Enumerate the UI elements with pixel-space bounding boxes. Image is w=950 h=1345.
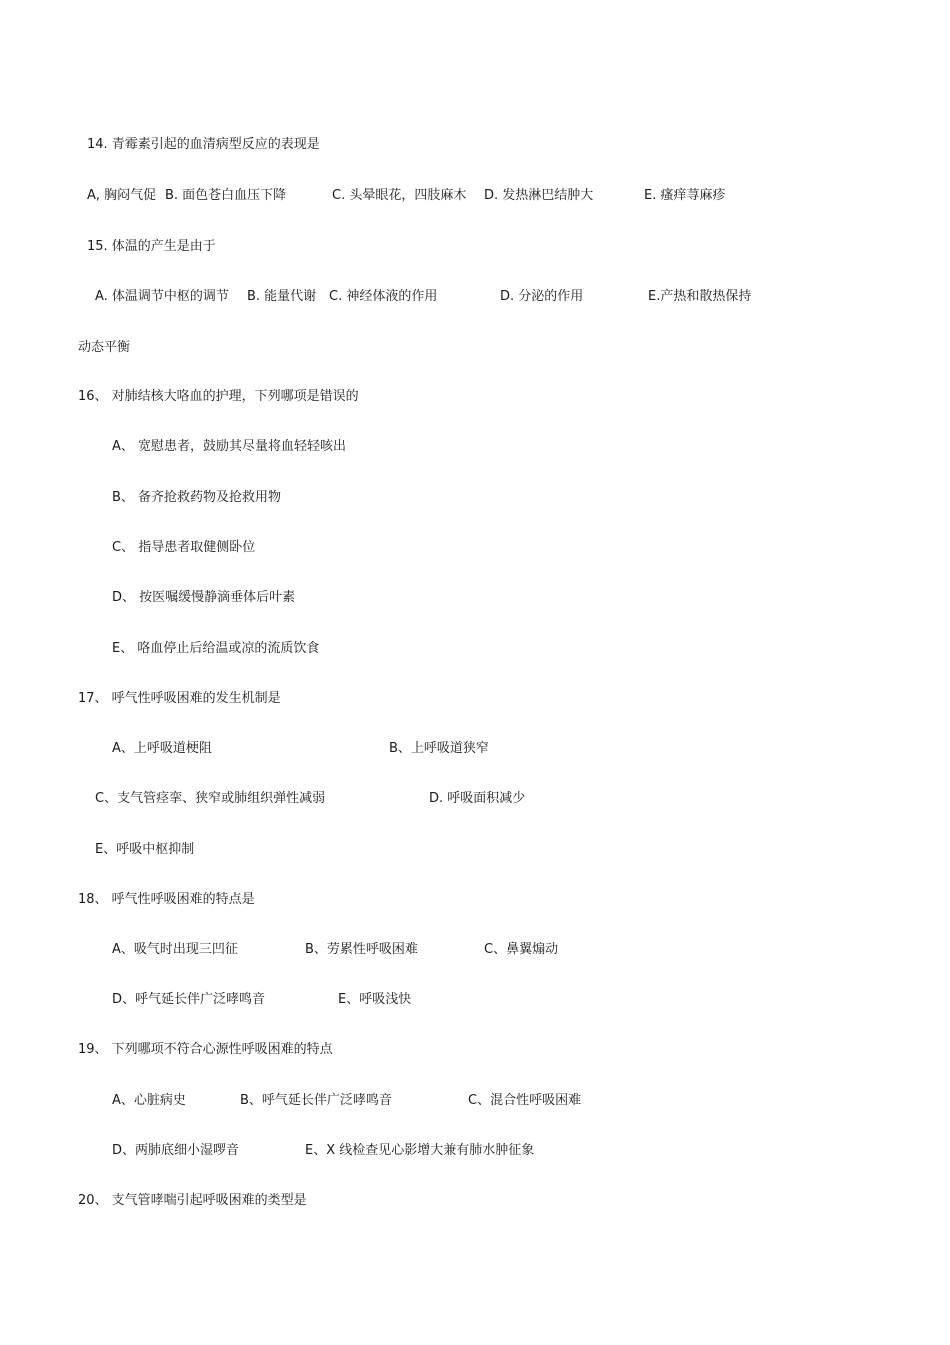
option-b: B、上呼吸道狭窄	[389, 741, 489, 756]
option-c: C、混合性呼吸困难	[468, 1093, 582, 1108]
question-16-option-c: C、 指导患者取健侧卧位	[112, 540, 256, 555]
option-c: C、鼻翼煽动	[484, 942, 559, 957]
question-19-stem: 19、 下列哪项不符合心源性呼吸困难的特点	[78, 1042, 333, 1057]
question-20-stem: 20、 支气管哮喘引起呼吸困难的类型是	[78, 1193, 307, 1208]
option-e: E、X 线检查见心影增大兼有肺水肿征象	[305, 1143, 535, 1158]
option-c: C. 神经体液的作用	[329, 289, 438, 304]
option-d: D. 分泌的作用	[500, 289, 584, 304]
option-d: D、呼气延长伴广泛哮鸣音	[112, 992, 266, 1007]
option-c: C、支气管痉挛、狭窄或肺组织弹性减弱	[95, 791, 326, 806]
question-16-option-b: B、 备齐抢救药物及抢救用物	[112, 490, 282, 505]
option-e: E.产热和散热保持	[648, 289, 752, 304]
question-16-option-a: A、 宽慰患者，鼓励其尽量将血轻轻咳出	[112, 439, 347, 454]
option-b: B、劳累性呼吸困难	[305, 942, 418, 957]
option-d: D. 发热淋巴结肿大	[484, 188, 594, 203]
option-a: A、心脏病史	[112, 1093, 186, 1108]
question-18-stem: 18、 呼气性呼吸困难的特点是	[78, 892, 255, 907]
question-16-stem: 16、 对肺结核大咯血的护理，下列哪项是错误的	[78, 389, 359, 404]
question-15-stem: 15. 体温的产生是由于	[87, 239, 216, 254]
question-15-continuation: 动态平衡	[78, 340, 131, 355]
option-a: A, 胸闷气促	[87, 188, 157, 203]
question-16-option-d: D、 按医嘱缓慢静滴垂体后叶素	[112, 590, 296, 605]
option-a: A. 体温调节中枢的调节	[95, 289, 229, 304]
option-d: D. 呼吸面积减少	[429, 791, 526, 806]
option-a: A、上呼吸道梗阻	[112, 741, 212, 756]
question-14-stem: 14. 青霉素引起的血清病型反应的表现是	[87, 137, 320, 152]
option-b: B、呼气延长伴广泛哮鸣音	[240, 1093, 392, 1108]
option-b: B. 面色苍白血压下降	[165, 188, 287, 203]
option-b: B. 能量代谢	[247, 289, 317, 304]
option-d: D、两肺底细小湿啰音	[112, 1143, 240, 1158]
question-17-option-e: E、呼吸中枢抑制	[95, 842, 195, 857]
question-16-option-e: E、 咯血停止后给温或凉的流质饮食	[112, 641, 320, 656]
option-e: E. 瘙痒荨麻疹	[644, 188, 726, 203]
option-c: C. 头晕眼花，四肢麻木	[332, 188, 467, 203]
option-e: E、呼吸浅快	[338, 992, 412, 1007]
question-17-stem: 17、 呼气性呼吸困难的发生机制是	[78, 691, 281, 706]
option-a: A、吸气时出现三凹征	[112, 942, 238, 957]
